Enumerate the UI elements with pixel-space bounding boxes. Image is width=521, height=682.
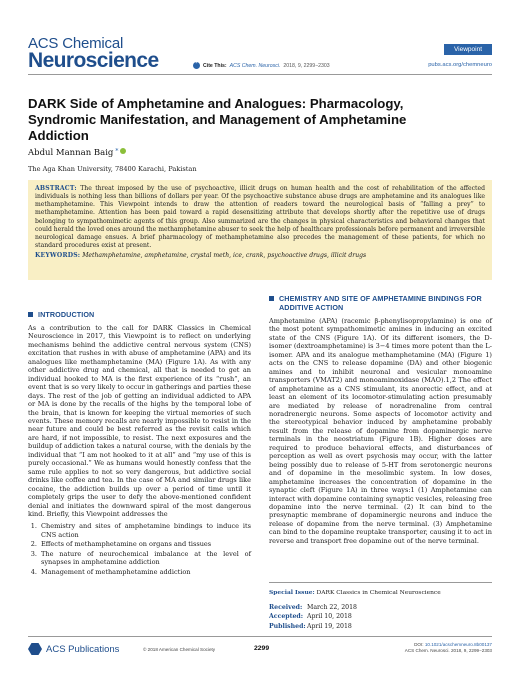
list-item: 1. Chemistry and sites of amphetamine bindings to induce its CNS action [30, 522, 251, 539]
keywords [35, 252, 485, 260]
publisher-logo[interactable] [28, 643, 119, 655]
publisher-name: ACS Publications [46, 643, 120, 655]
section-bullet-icon [269, 296, 274, 301]
article-type-badge: Viewpoint [444, 44, 492, 55]
journal-name-line2: Neuroscience [28, 49, 159, 72]
dates-divider [269, 582, 492, 583]
section-bullet-icon [28, 312, 33, 317]
list-item: 2. Effects of methamphetamine on organs and tissues [30, 540, 212, 549]
list-item: 4. Management of methamphetamine addiction [30, 567, 191, 576]
publication-dates [269, 603, 357, 631]
section-heading-chemistry [269, 294, 492, 312]
footer-divider [28, 636, 492, 637]
acs-hexagon-icon [28, 643, 42, 655]
special-issue [269, 589, 441, 596]
orcid-icon[interactable] [120, 148, 126, 154]
copyright: © 2018 American Chemical Society [143, 647, 216, 652]
right-column [269, 294, 492, 545]
date-row: Received: March 22, 2018 [269, 604, 357, 611]
section-heading-introduction [28, 310, 251, 319]
list-item: 3. The nature of neurochemical imbalance at the level of synapses in amphetamine addiction [30, 549, 251, 567]
journal-url[interactable]: pubs.acs.org/chemneuro [428, 62, 492, 68]
footer-citation: ACS Chem. Neurosci. 2018, 9, 2299−2303 [404, 648, 492, 653]
journal-name-line1: ACS Chemical [28, 35, 124, 52]
page-number: 2299 [254, 645, 270, 652]
left-column [28, 310, 251, 577]
author-affiliation: The Aga Khan University, 78400 Karachi, Pakistan [28, 165, 197, 173]
date-row: Accepted: April 10, 2018 [269, 613, 352, 621]
special-issue-value[interactable]: DARK Classics in Chemical Neuroscience [316, 590, 441, 596]
cite-icon: “ [193, 62, 200, 69]
abstract [35, 185, 485, 250]
abstract-label: ABSTRACT: [35, 185, 77, 192]
date-row: Published:April 19, 2018 [269, 622, 352, 630]
journal-logo [28, 36, 159, 71]
section-title: INTRODUCTION [38, 310, 95, 319]
section-title: CHEMISTRY AND SITE OF AMPHETAMINE BINDINGS FOR ADDITIVE ACTION [279, 294, 482, 312]
cite-reference: 2018, 9, 2299−2303 [283, 62, 330, 69]
abstract-box [28, 180, 492, 280]
abstract-text: The threat imposed by the use of psychoactive, illicit drugs on human health and the cost of rehabilitation of the affected individuals is nothing less than billions of dollars per year. Of the psychoactive substance abuse drugs are amphetamine and its analogues like methamphetamine. This Viewpoint intends to draw the attention of readers toward the neurological basis of “falling a prey” to methamphetamine. Attention has been paid toward a rapid desensitizing attribute that develops shortly after the repetitive use of drugs belonging to sympathomimetic agents of this group. Also summarized are the changes in physical characteristics and behavioral changes that could herald the loved ones around the methamphetamine abuser to seek the help of healthcare professionals before permanent and irreversible neurological damage ensues. A brief pharmacology of methamphetamine also precedes the management of these patients, for which no standard procedures exist at present. [35, 185, 485, 250]
keywords-list: Methamphetamine, amphetamine, crystal meth, ice, crank, psychoactive drugs, illicit drugs [82, 252, 367, 260]
keywords-label: KEYWORDS: [35, 252, 81, 260]
topics-list [28, 522, 251, 576]
author-name[interactable]: Abdul Mannan Baig [28, 148, 114, 158]
article-title: DARK Side of Amphetamine and Analogues: Pharmacology, Syndromic Manifestation, and Management of Amphetamine Addiction [28, 96, 407, 143]
cite-journal[interactable]: ACS Chem. Neurosci. [229, 62, 281, 69]
doi-label: DOI: [414, 642, 424, 647]
special-issue-label: Special Issue: [269, 589, 315, 596]
cite-label: Cite This: [203, 62, 227, 69]
chemistry-paragraph: Amphetamine (APA) (racemic β-phenylisopropylamine) is one of the most potent sympathomimetic amines in inducing an excited state of the CNS (Figure 1A). Of its different isomers, the D-isomer (dextroamphetamine) is 3−4 times more potent than the L-isomer. APA and its analogue methamphetamine (MA) (Figure 1) acts on the CNS to release dopamine (DA) and other biogenic amines and to inhibit neuronal and vesicular monoamine transporters (VMAT2) and monoaminoxidase (MAO).1,2 The effect of amphetamine as a CNS stimulant, its anorectic effect, and at least an element of its locomotor-stimulating action presumably are mediated by release of noradrenaline from central noradrenergic neurons. Some aspects of locomotor activity and the stereotypical behavior induced by amphetamine probably result from the release of dopamine from dopaminergic nerve terminals in the neostriatum (Figure 1B). Higher doses are required to produce behavioral effects, and disturbances of perception as well as overt psychosis may occur, with the latter being possibly due to release of 5-HT from serotonergic neurons and of dopamine in the mesolimbic system. In low doses, amphetamine increases the concentration of dopamine in the synaptic cleft (Figure 1A) in three ways:1 (1) Amphetamine can interact with dopamine containing synaptic vesicles, releasing free dopamine into the nerve terminal. (2) It can bind to the presynaptic membrane of dopaminergic neurons and induce the release of dopamine from the nerve terminal. (3) Amphetamine can bind to the dopamine reuptake transporter, causing it to act in reverse and transport free dopamine out of the nerve terminal. [269, 317, 492, 545]
introduction-paragraph: As a contribution to the call for DARK Classics in Chemical Neuroscience in 2017, this Viewpoint is to reflect on underlying mechanisms behind the addictive central nervous system (CNS) excitation that rushes in with abuse of amphetamine (APA) and its analogues like methamphetamine (MA) (Figure 1A). As with any other addictive drug and chemical, all that is needed to get an individual hooked to MA is the first experience of its “rush”, an event that is so very likely to occur in gatherings and parties these days. The rest of the job of getting an individual addicted to APA or MA is done by the recalls of the highs by the temporal lobe of the brain, that is known for keeping the virtual memories of such events. These memory recalls are nearly impossible to resist in the near future and could be best referred as the revisit calls which are hard, if not impossible, to resist. The next exposures and the buildup of addiction takes a natural course, with the denials by the individual that “I am not hooked to it at all” and “my use of this is purely occasional.” We as humans would honestly confess that the same rule applies to not so very dangerous, but addictive social drinks like coffee and tea. In the case of MA and similar drugs like cocaine, the addiction builds up over a period of time until it completely grips the user to defy the above-mentioned confident denial and initiates the downward spiral of the most dangerous kind. Briefly, this Viewpoint addresses the [28, 324, 251, 518]
doi-link[interactable]: 10.1021/acschemneuro.8b00137 [424, 642, 492, 647]
author-line [28, 148, 126, 158]
header-divider [28, 74, 492, 75]
cite-this[interactable] [193, 62, 330, 69]
doi-block [405, 642, 492, 654]
corresponding-author-mark: * [115, 147, 119, 155]
